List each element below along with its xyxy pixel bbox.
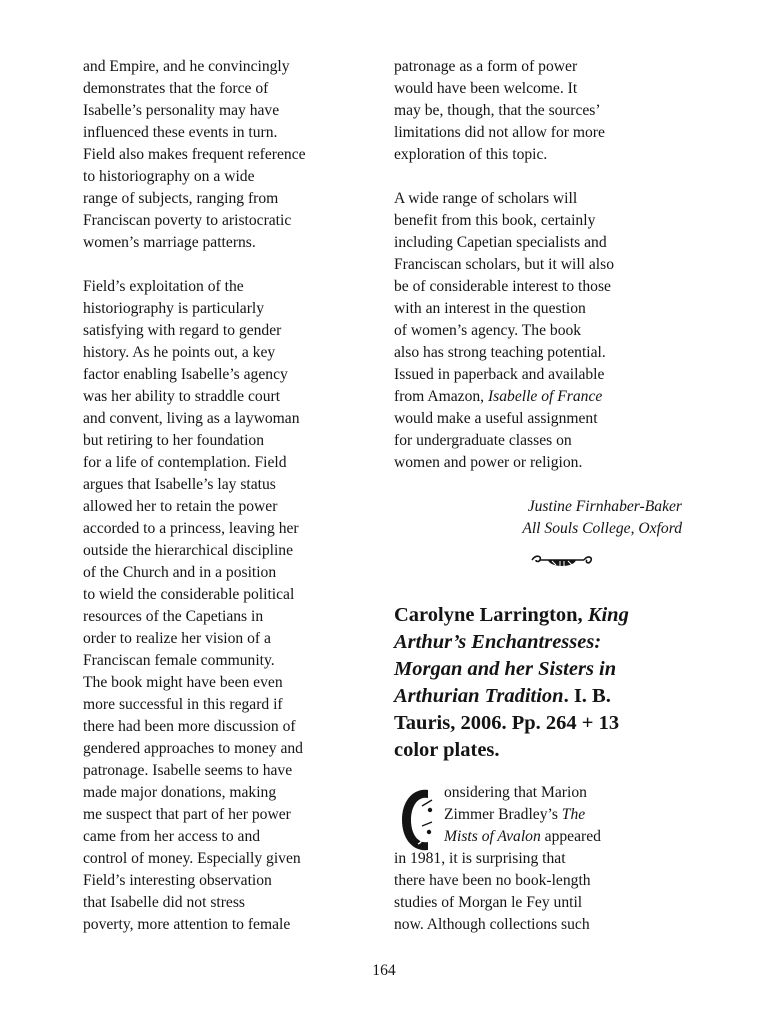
text-line: poverty, more attention to female <box>83 916 291 933</box>
text-line: in 1981, it is surprising that <box>394 850 566 867</box>
decorated-initial-c-icon <box>398 786 436 854</box>
text-line: satisfying with regard to gender <box>83 322 282 339</box>
text-line: with an interest in the question <box>394 300 586 317</box>
text-line: exploration of this topic. <box>394 146 548 163</box>
text-line: limitations did not allow for more <box>394 124 605 141</box>
text-line: there have been no book-length <box>394 872 591 889</box>
text-line: came from her access to and <box>83 828 261 845</box>
book-title-italic: Isabelle of France <box>487 388 603 405</box>
text-line: Field also makes frequent reference <box>83 146 306 163</box>
heading-line <box>394 629 686 656</box>
heading-line <box>394 656 686 683</box>
paragraph-gap <box>394 166 686 188</box>
text-line: accorded to a princess, leaving her <box>83 520 299 537</box>
text-line: Franciscan poverty to aristocratic <box>83 212 292 229</box>
text-line: historiography is particularly <box>83 300 265 317</box>
text-line: order to realize her vision of a <box>83 630 271 647</box>
text-line: would have been welcome. It <box>394 80 578 97</box>
text-line: Issued in paperback and available <box>394 366 605 383</box>
text-line: now. Although collections such <box>394 916 590 933</box>
book-title-italic: The <box>561 806 586 823</box>
text-line: patronage as a form of power <box>394 58 578 75</box>
text-line: allowed her to retain the power <box>83 498 278 515</box>
fleuron-ornament-icon <box>394 540 686 584</box>
text-run: from Amazon, <box>394 388 488 405</box>
text-line: Field’s interesting observation <box>83 872 272 889</box>
text-line: factor enabling Isabelle’s agency <box>83 366 288 383</box>
text-line: onsidering that Marion <box>444 784 587 801</box>
review-author: Carolyne Larrington, <box>394 604 588 626</box>
right-column <box>394 56 686 936</box>
heading-line: color plates. <box>394 739 500 761</box>
text-line: demonstrates that the force of <box>83 80 269 97</box>
review-title: Arthurian Tradition <box>394 685 564 707</box>
text-line: was her ability to straddle court <box>83 388 281 405</box>
text-line: made major donations, making <box>83 784 277 801</box>
text-line: women and power or religion. <box>394 454 583 471</box>
text-line: argues that Isabelle’s lay status <box>83 476 276 493</box>
text-line: gendered approaches to money and <box>83 740 303 757</box>
text-line: studies of Morgan le Fey until <box>394 894 583 911</box>
text-line: and Empire, and he convincingly <box>83 58 290 75</box>
text-line: including Capetian specialists and <box>394 234 607 251</box>
heading-line <box>394 602 686 629</box>
text-line: of women’s agency. The book <box>394 322 582 339</box>
text-line: Franciscan scholars, but it will also <box>394 256 615 273</box>
review-publisher: . I. B. <box>563 685 611 707</box>
text-line: resources of the Capetians in <box>83 608 264 625</box>
paragraph-gap <box>83 254 375 276</box>
text-line: may be, though, that the sources’ <box>394 102 601 119</box>
review-body <box>394 782 686 936</box>
text-line <box>394 804 686 826</box>
text-line: women’s marriage patterns. <box>83 234 256 251</box>
text-line: outside the hierarchical discipline <box>83 542 294 559</box>
text-run: Zimmer Bradley’s <box>444 806 562 823</box>
text-line: The book might have been even <box>83 674 283 691</box>
text-line: Isabelle’s personality may have <box>83 102 280 119</box>
text-line: Field’s exploitation of the <box>83 278 244 295</box>
text-line: to wield the considerable political <box>83 586 295 603</box>
text-line: control of money. Especially given <box>83 850 301 867</box>
text-line: that Isabelle did not stress <box>83 894 245 911</box>
text-line: me suspect that part of her power <box>83 806 291 823</box>
heading-line: Tauris, 2006. Pp. 264 + 13 <box>394 712 620 734</box>
text-line: be of considerable interest to those <box>394 278 611 295</box>
text-line: also has strong teaching potential. <box>394 344 606 361</box>
text-line: there had been more discussion of <box>83 718 296 735</box>
text-line: A wide range of scholars will <box>394 190 578 207</box>
text-line: and convent, living as a laywoman <box>83 410 300 427</box>
left-column <box>83 56 375 936</box>
book-title-italic: Mists of Avalon <box>444 828 541 845</box>
text-line: but retiring to her foundation <box>83 432 265 449</box>
text-line: of the Church and in a position <box>83 564 277 581</box>
text-line: range of subjects, ranging from <box>83 190 279 207</box>
page-number: 164 <box>372 962 396 979</box>
text-line: influenced these events in turn. <box>83 124 278 141</box>
review-heading <box>394 602 686 764</box>
paragraph-gap <box>394 474 686 496</box>
heading-line <box>394 683 686 710</box>
text-line: more successful in this regard if <box>83 696 283 713</box>
text-line <box>394 826 686 848</box>
signature-affiliation: All Souls College, Oxford <box>522 520 682 537</box>
text-line: patronage. Isabelle seems to have <box>83 762 293 779</box>
text-line: to historiography on a wide <box>83 168 255 185</box>
text-line: Franciscan female community. <box>83 652 275 669</box>
review-title: Morgan and her Sisters in <box>394 658 617 680</box>
review-title: Arthur’s Enchantresses: <box>394 631 602 653</box>
text-line <box>394 386 686 408</box>
text-run: appeared <box>540 828 601 845</box>
signature-name: Justine Firnhaber-Baker <box>527 498 682 515</box>
text-line: for a life of contemplation. Field <box>83 454 287 471</box>
text-line: history. As he points out, a key <box>83 344 276 361</box>
text-line: for undergraduate classes on <box>394 432 572 449</box>
text-line: would make a useful assignment <box>394 410 598 427</box>
text-line: benefit from this book, certainly <box>394 212 596 229</box>
review-title: King <box>587 604 629 626</box>
